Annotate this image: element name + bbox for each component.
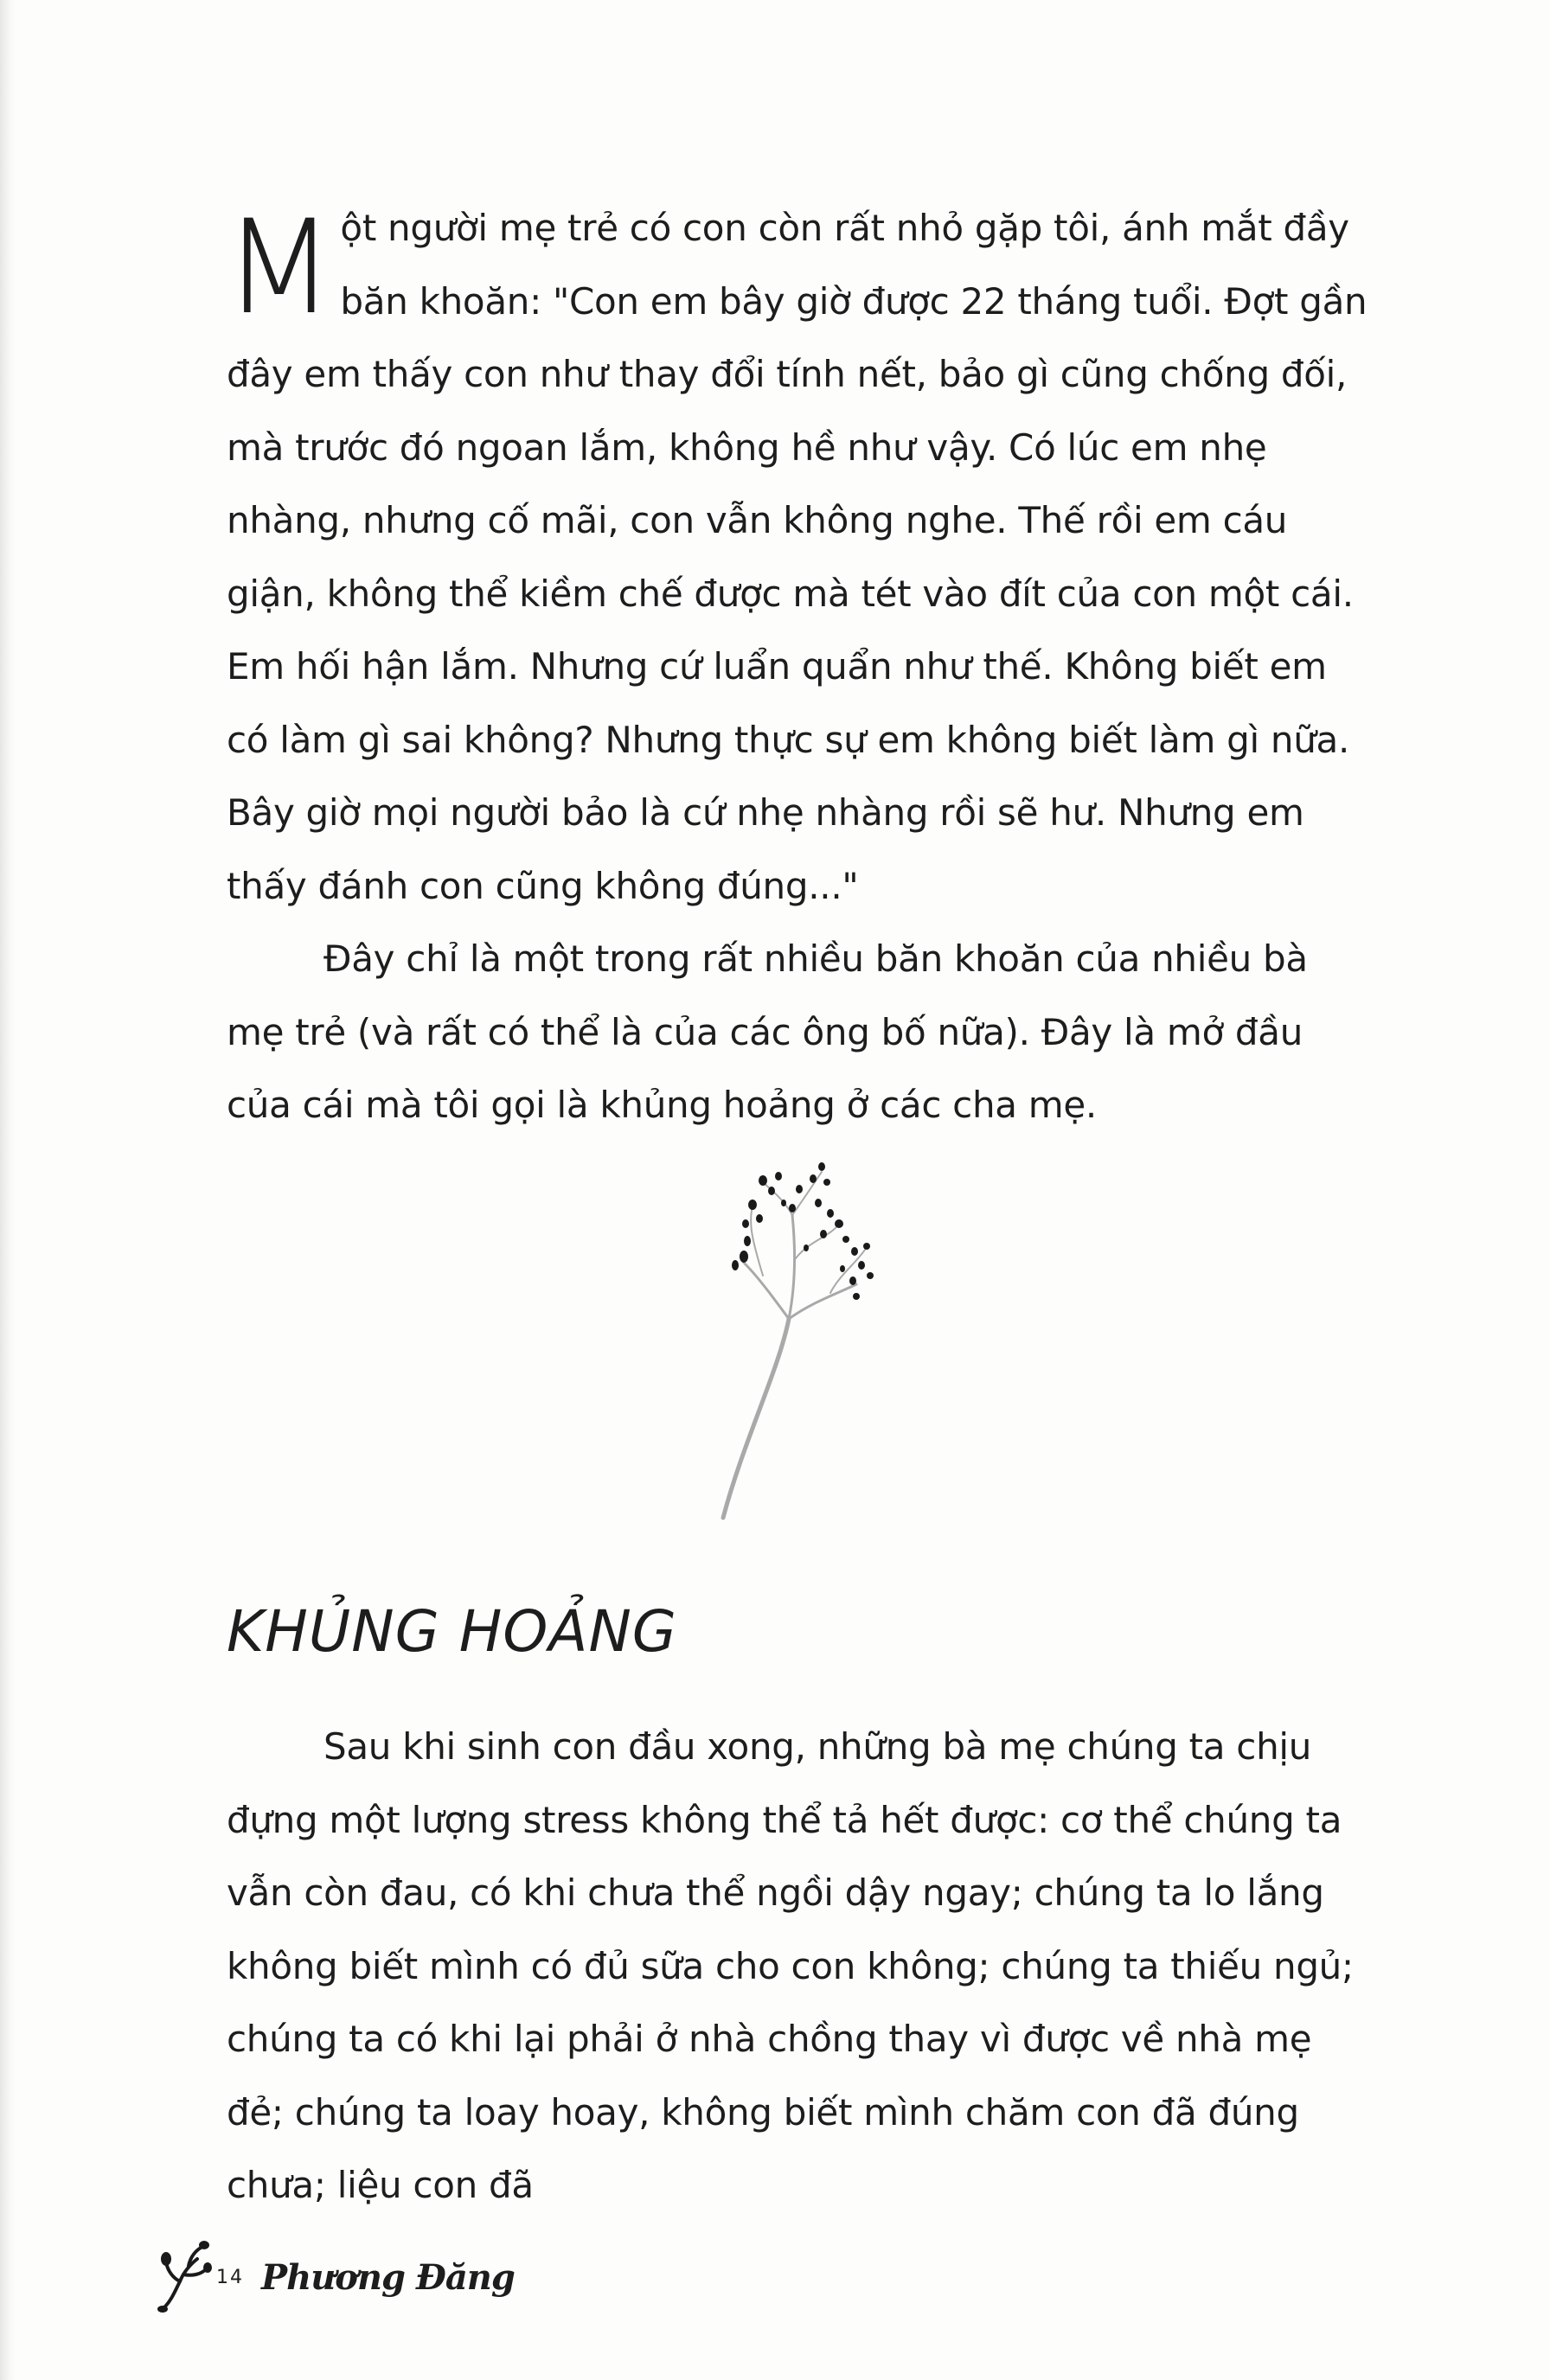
intro-second-paragraph: Đây chỉ là một trong rất nhiều băn khoăn của nhiều bà mẹ trẻ (và rất có thể là của các ông bố nữa). Đây là mở đầu của cái mà tôi gọi là khủng hoảng ở các cha mẹ. (227, 937, 1308, 1126)
branch-illustration (709, 1155, 891, 1526)
section-paragraph: Sau khi sinh con đầu xong, những bà mẹ chúng ta chịu đựng một lượng stress không thể tả hết được: cơ thể chúng ta vẫn còn đau, có khi chưa thể ngồi dậy ngay; chúng ta lo lắng không biết mình có đủ sữa cho con không; chúng ta thiếu ngủ; chúng ta có khi lại phải ở nhà chồng thay vì được về nhà mẹ đẻ; chúng ta loay hoay, không biết mình chăm con đã đúng chưa; liệu con đã (227, 1725, 1354, 2206)
page-number: 14 (216, 2266, 244, 2288)
intro-paragraph-text: ột người mẹ trẻ có con còn rất nhỏ gặp tôi, ánh mắt đầy băn khoăn: "Con em bây giờ được 22 tháng tuổi. Đợt gần đây em thấy con như thay đổi tính nết, bảo gì cũng chống đối, mà trước đó ngoan lắm, không hề như vậy. Có lúc em nhẹ nhàng, nhưng cố mãi, con vẫn không nghe. Thế rồi em cáu giận, không thể kiềm chế được mà tét vào đít của con một cái. Em hối hận lắm. Nhưng cứ luẩn quẩn như thế. Không biết em có làm gì sai không? Nhưng thực sự em không biết làm gì nữa. Bây giờ mọi người bảo là cứ nhẹ nhàng rồi sẽ hư. Nhưng em thấy đánh con cũng không đúng..." (227, 207, 1367, 907)
intro-paragraph (223, 192, 1368, 923)
page-footer (154, 2247, 515, 2307)
flower-sprig-icon (154, 2240, 215, 2314)
intro-block (223, 192, 1368, 1142)
author-name: Phương Đăng (261, 2256, 515, 2298)
section-body (227, 1711, 1368, 2223)
drop-cap: M (223, 193, 332, 343)
page-edge (0, 0, 16, 2380)
section-title: KHỦNG HOẢNG (227, 1598, 677, 1665)
